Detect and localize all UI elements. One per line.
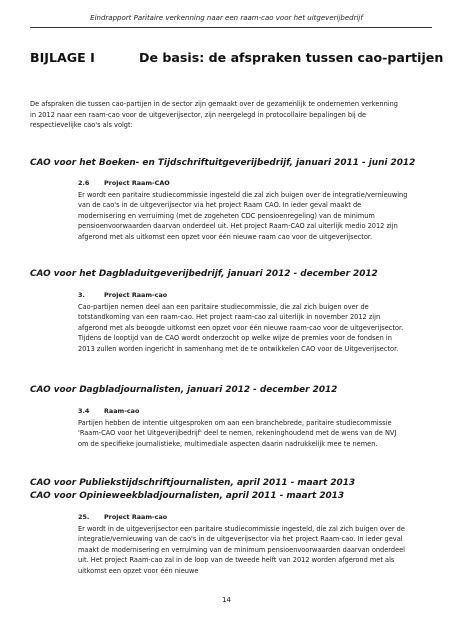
section-title: CAO voor Dagbladjournalisten, januari 2012 - december 2012 bbox=[30, 385, 338, 395]
item-title: Project Raam-cao bbox=[104, 513, 168, 521]
section-item bbox=[78, 512, 408, 576]
section-title-group bbox=[30, 477, 440, 503]
section-item bbox=[78, 290, 408, 354]
item-heading bbox=[78, 178, 408, 189]
item-heading bbox=[78, 406, 408, 417]
section-item bbox=[78, 178, 408, 242]
section-title: CAO voor het Boeken- en Tijdschriftuitgeverijbedrijf, januari 2011 - juni 2012 bbox=[30, 158, 416, 168]
chapter-heading bbox=[30, 50, 444, 65]
item-title: Project Raam-CAO bbox=[104, 179, 170, 187]
item-body: Cao-partijen nemen deel aan een paritaire studiecommissie, die zal zich buigen over de totstandkoming van een raam-cao. Het project raam-cao zal uiterlijk in november 2012 zijn afgerond met als beoogde uitkomst een opzet voor één nieuwe raam-cao voor de uitgeverijsector. Tijdens de looptijd van de CAO wordt onderzocht op welke wijze de premies voor de fondsen in 2013 zullen worden ingericht in samenhang met de te ontwikkelen CAO voor de Uitgeverijsector. bbox=[78, 302, 404, 353]
section-item bbox=[78, 406, 408, 449]
item-body: Partijen hebben de intentie uitgesproken om aan een branchebrede, paritaire studiecommissie 'Raam-CAO voor het Uitgeverijbedrijf' deel te nemen, rekeninghoudend met de wens van de NVJ om de specifieke journalistieke, multimediale aspecten daarin nadrukkelijk mee te nemen. bbox=[78, 418, 397, 448]
item-title: Raam-cao bbox=[104, 407, 140, 415]
item-number: 25. bbox=[78, 513, 90, 521]
item-body: Er wordt in de uitgeverijsector een paritaire studiecommissie ingesteld, die zal zich buigen over de integratie/vernieuwing van de cao's in de uitgeverijsector via het project Raam-cao. In ieder geval maakt de modernisering en verruiming van de minimum pensioenvoorwaarden daarvan onderdeel uit. Het project Raam-cao zal in de loop van de tweede helft van 2012 worden afgerond met als uitkomst een opzet voor één nieuwe bbox=[78, 524, 406, 575]
chapter-number: BIJLAGE I bbox=[30, 50, 95, 65]
item-number: 3.4 bbox=[78, 407, 90, 415]
item-title: Project Raam-cao bbox=[104, 291, 168, 299]
item-body: Er wordt een paritaire studiecommissie ingesteld die zal zich buigen over de integratie/vernieuwing van de cao's in de uitgeverijsector via het project Raam CAO. In ieder geval maakt de modernisering en verruiming (met de zogeheten CDC pensioenregeling) van de minimum pensioenvoorwaarden daarvan onderdeel uit. Het project Raam-CAO zal uiterlijk medio 2012 zijn afgerond met als uitkomst een opzet voor één nieuwe raam cao voor de uitgeverijsector. bbox=[78, 190, 408, 241]
item-heading bbox=[78, 290, 408, 301]
section-title: CAO voor Opinieweekbladjournalisten, april 2011 - maart 2013 bbox=[30, 491, 345, 501]
section-title: CAO voor het Dagbladuitgeverijbedrijf, januari 2012 - december 2012 bbox=[30, 269, 378, 279]
page-number: 14 bbox=[222, 596, 231, 604]
chapter-title: De basis: de afspraken tussen cao-partijen bbox=[139, 50, 444, 65]
item-number: 3. bbox=[78, 291, 85, 299]
item-heading bbox=[78, 512, 408, 523]
running-header: Eindrapport Paritaire verkenning naar een raam-cao voor het uitgeverijbedrijf bbox=[90, 14, 363, 22]
item-number: 2.6 bbox=[78, 179, 90, 187]
intro-paragraph: De afspraken die tussen cao-partijen in de sector zijn gemaakt over de gezamenlijk te ondernemen verkenning in 2012 naar een raam-cao voor de uitgeverijsector, zijn neergelegd in protocollaire bepalingen bij de respectievelijke cao's als volgt: bbox=[30, 100, 398, 129]
section-title: CAO voor Publiekstijdschriftjournalisten, april 2011 - maart 2013 bbox=[30, 478, 356, 488]
header-rule bbox=[30, 27, 432, 28]
